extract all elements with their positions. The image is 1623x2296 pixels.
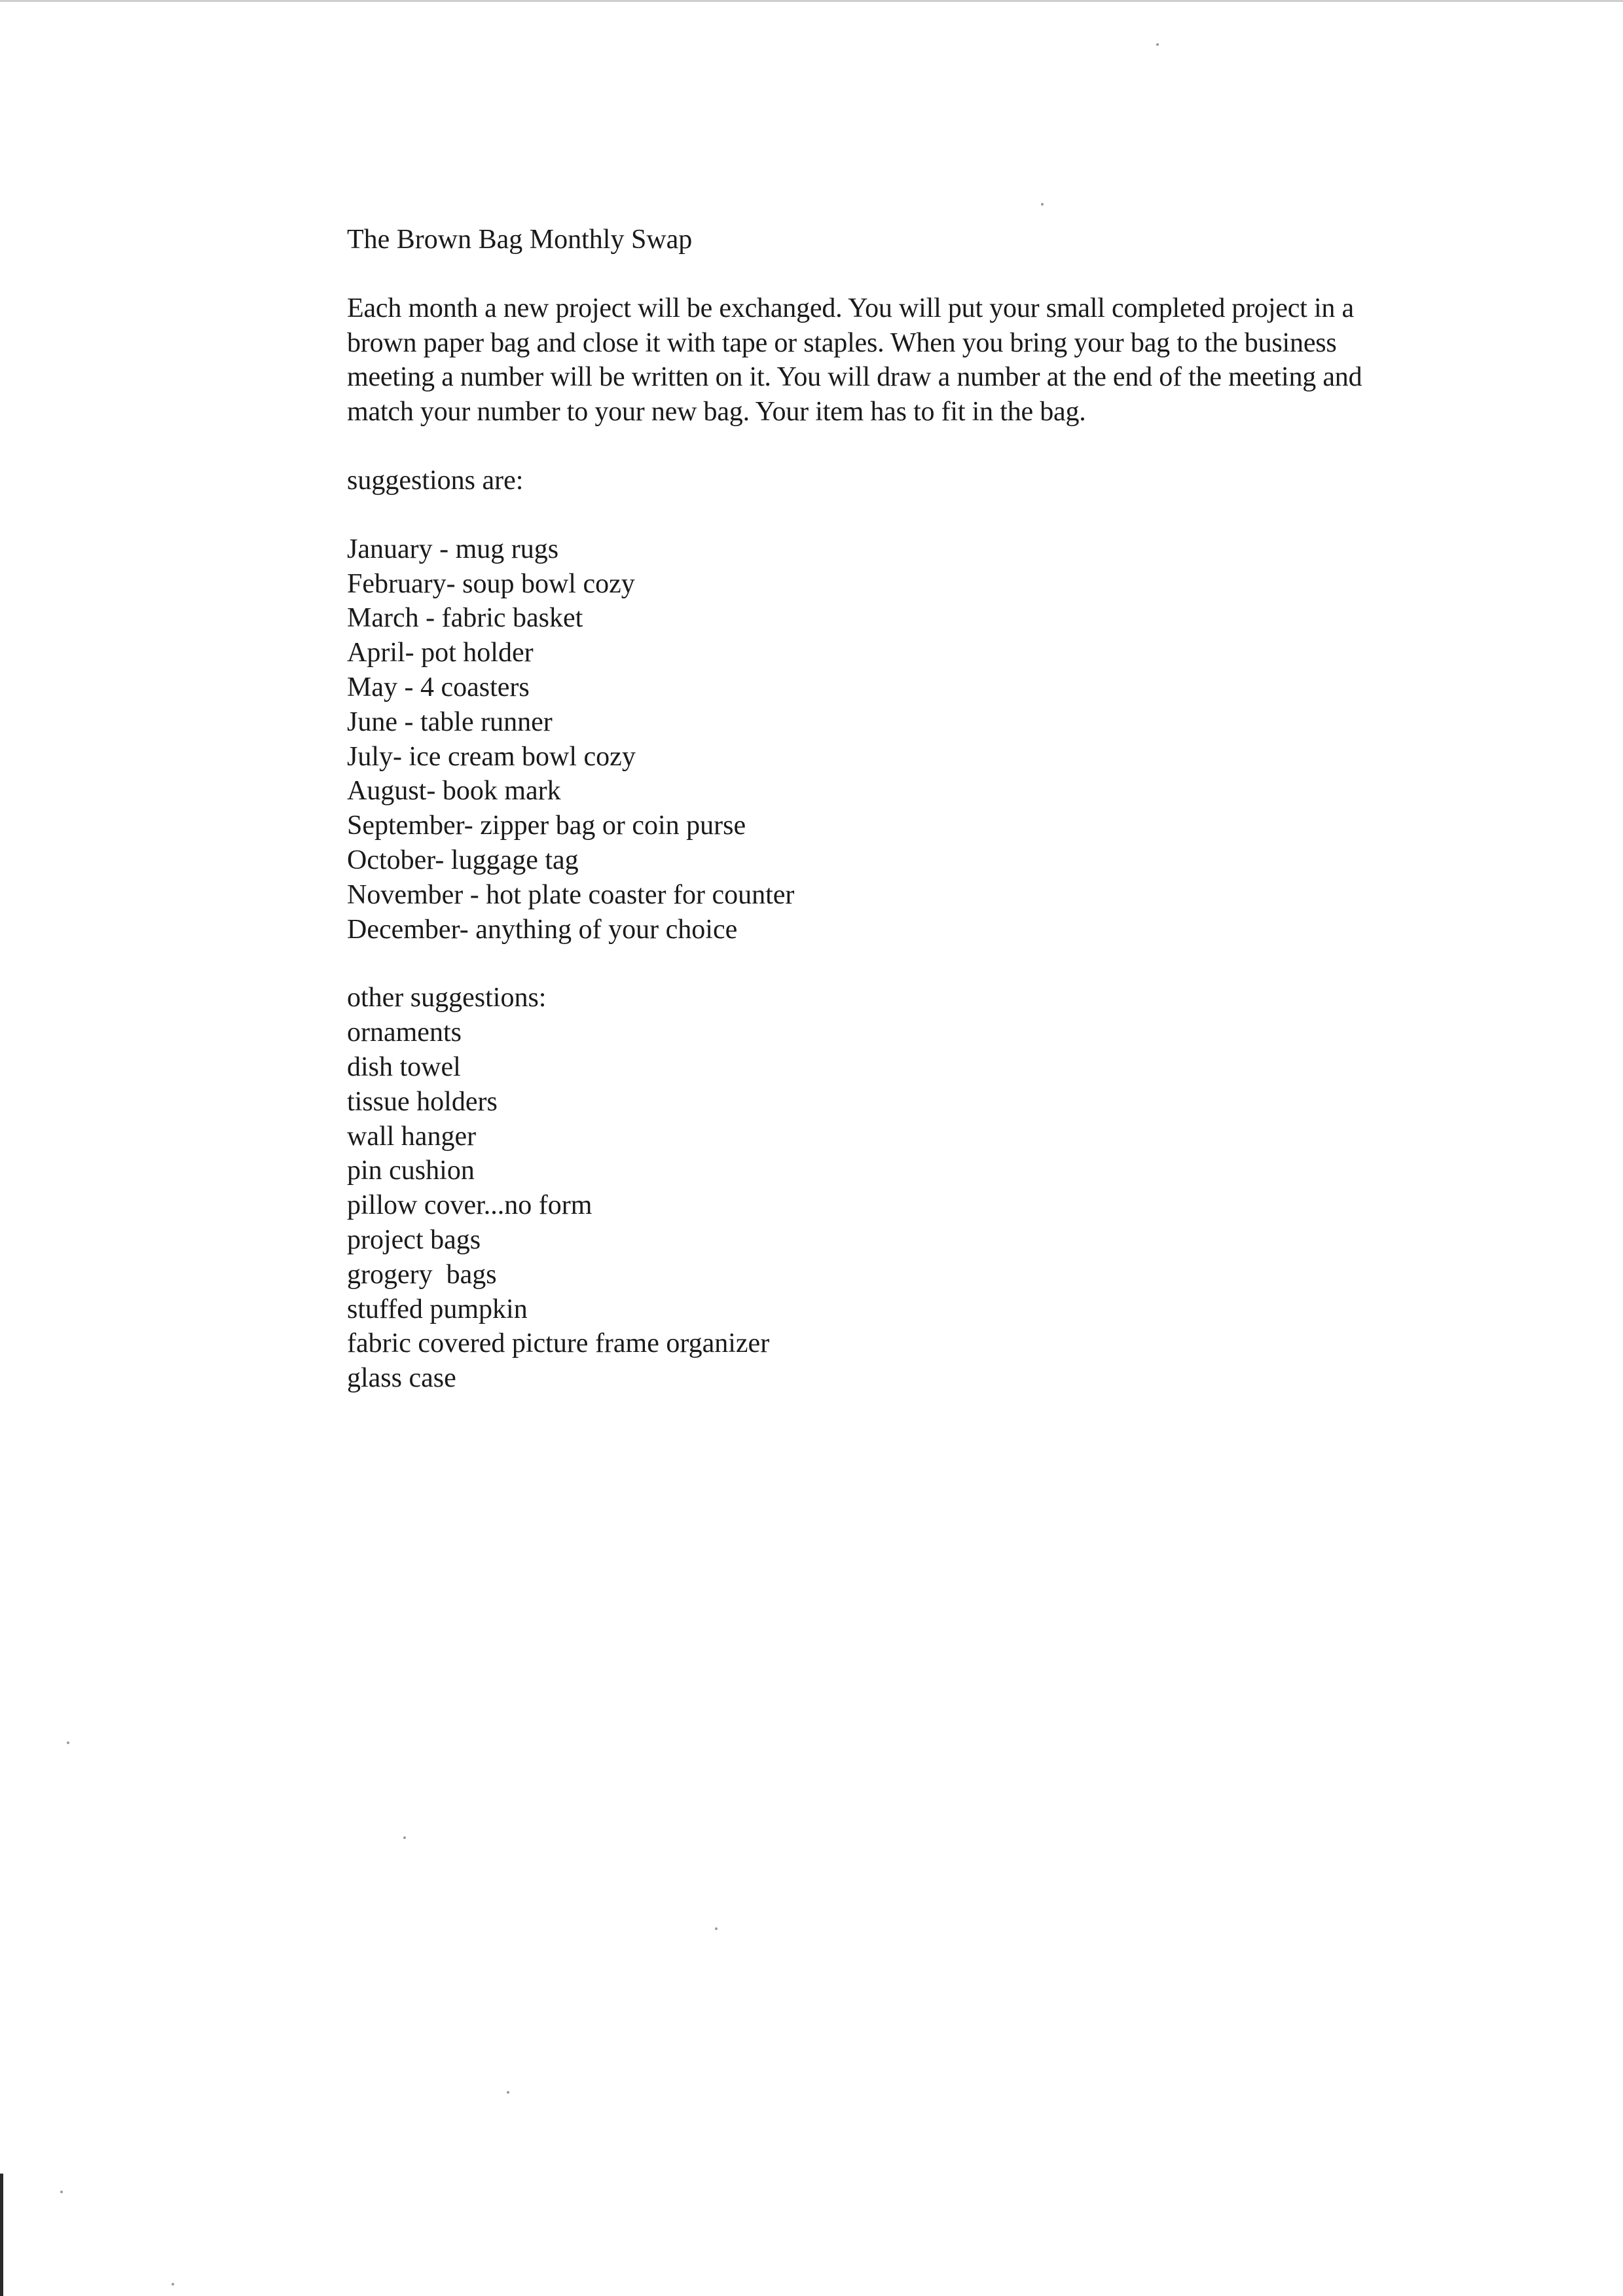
scan-speck — [60, 2191, 63, 2193]
scan-top-edge — [0, 0, 1623, 2]
other-item: tissue holders — [347, 1086, 498, 1117]
other-item: grogery bags — [347, 1259, 497, 1290]
scan-speck — [507, 2091, 509, 2094]
month-item: November - hot plate coaster for counter — [347, 879, 795, 910]
scan-speck — [715, 1927, 718, 1930]
monthly-suggestions-list — [347, 532, 1395, 947]
other-item: stuffed pumpkin — [347, 1294, 528, 1324]
scan-speck — [403, 1836, 406, 1839]
suggestions-heading: suggestions are: — [347, 465, 524, 496]
other-suggestions-heading: other suggestions: — [347, 983, 547, 1013]
month-item: February- soup bowl cozy — [347, 568, 635, 599]
other-item: wall hanger — [347, 1121, 477, 1152]
other-item: ornaments — [347, 1017, 462, 1048]
month-item: October- luggage tag — [347, 845, 579, 875]
month-item: May - 4 coasters — [347, 672, 530, 702]
month-item: July- ice cream bowl cozy — [347, 741, 636, 772]
month-item: April- pot holder — [347, 638, 534, 668]
month-item: September- zipper bag or coin purse — [347, 811, 746, 841]
other-suggestions-list — [347, 981, 1395, 1396]
month-item: March - fabric basket — [347, 603, 583, 634]
scan-speck — [1156, 43, 1159, 46]
month-item: August- book mark — [347, 776, 561, 807]
document-body — [347, 223, 1395, 1396]
other-item: glass case — [347, 1363, 456, 1394]
other-item: project bags — [347, 1224, 481, 1255]
other-item: pillow cover...no form — [347, 1190, 593, 1221]
month-item: January - mug rugs — [347, 534, 559, 564]
document-title: The Brown Bag Monthly Swap — [347, 225, 693, 255]
other-item: pin cushion — [347, 1156, 475, 1186]
scan-speck — [67, 1741, 69, 1744]
other-item: fabric covered picture frame organizer — [347, 1328, 770, 1359]
scan-speck — [172, 2283, 174, 2286]
intro-paragraph: Each month a new project will be exchanged. You will put your small completed project in a brown paper bag and close it with tape or staples. When you bring your bag to the business meeting a number will be written on it. You will draw a number at the end of the meeting and match your number to your new bag. Your item has to fit in the bag. — [347, 293, 1362, 428]
scan-left-edge — [0, 2174, 3, 2296]
scan-speck — [1041, 203, 1044, 206]
month-item: December- anything of your choice — [347, 914, 738, 945]
other-item: dish towel — [347, 1051, 461, 1082]
month-item: June - table runner — [347, 706, 553, 737]
